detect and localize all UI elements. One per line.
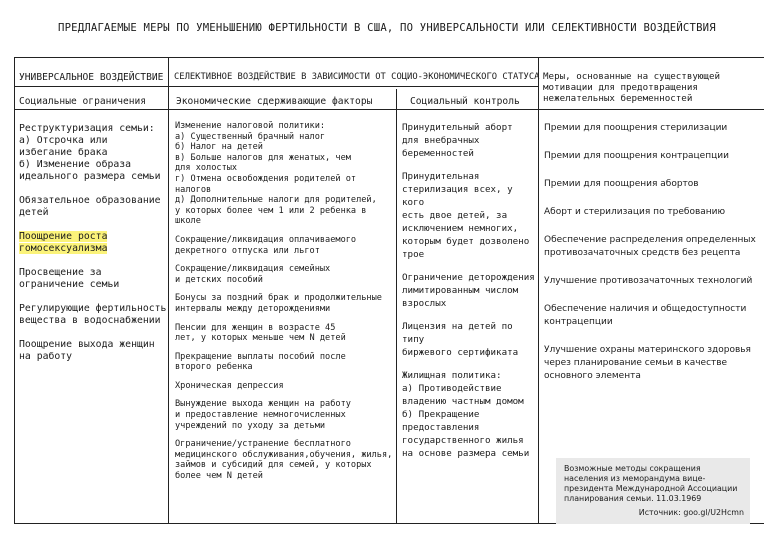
column-social (19, 123, 169, 375)
list-item: Улучшение охраны материнского здоровья через планирование семьи в качестве основного элемента (544, 345, 751, 381)
list-item: Сокращение/ликвидация семейных и детских пособий (175, 264, 331, 285)
list-item: Улучшение противозачаточных технологий (544, 276, 753, 286)
subheader-social: Социальные ограничения (19, 96, 147, 107)
subheader-control: Социальный контроль (410, 96, 520, 107)
header-existing: Меры, основанные на существующей мотивации для предотвращения нежелательных беременностей (543, 71, 721, 104)
list-item: Реструктуризация семьи: а) Отсрочка или избегание брака б) Изменение образа идеального размера семьи (19, 123, 161, 182)
list-item: Прекращение выплаты пособий после второго ребенка (175, 351, 346, 373)
header-divider (14, 86, 538, 87)
list-item: Сокращение/ликвидация оплачиваемого декретного отпуска или льгот (175, 234, 357, 256)
column-existing (544, 122, 756, 398)
list-item: Принудительная стерилизация всех, у кого есть двое детей, за исключением немногих, которым будет дозволено трое (402, 171, 530, 260)
list-item: Хроническая депрессия (175, 380, 284, 391)
list-item: Вынуждение выхода женщин на работу и предоставление немногочисленных учреждений по уходу за детьми (175, 399, 351, 431)
table-top-border (14, 57, 764, 58)
column-economic (175, 121, 393, 490)
list-item: Лицензия на детей по типу биржевого сертификата (402, 321, 519, 358)
list-item-highlighted (19, 231, 169, 255)
list-item: Жилищная политика: а) Противодействие владению частным домом б) Прекращение предоставления государственного жилья на основе размера семьи (402, 370, 530, 459)
list-item: Аборт и стерилизация по требованию (544, 207, 726, 217)
list-item: Поощрение выхода женщин на работу (19, 339, 155, 362)
list-item: Ограничение деторождения лимитированным числом взрослых (402, 272, 535, 309)
highlighted-text: Поощрение роста гомосексуализма (19, 231, 108, 254)
list-item: Пенсии для женщин в возрасте 45 лет, у которых меньше чем N детей (175, 322, 346, 344)
list-item: Обеспечение распределения определенных противозачаточных средств без рецепта (544, 235, 756, 258)
list-item: Регулирующие фертильность вещества в водоснабжении (19, 303, 167, 326)
table-left-border (14, 57, 15, 523)
list-item: Обязательное образование детей (19, 195, 161, 218)
column-control (402, 121, 536, 470)
list-item: Бонусы за поздний брак и продолжительные интервалы между деторождениями (175, 293, 382, 314)
list-item: Премии для поощрения стерилизации (544, 123, 728, 133)
list-item: Премии для поощрения контрацепции (544, 151, 729, 161)
list-item: Премии для поощрения абортов (544, 179, 699, 189)
list-item: Принудительный аборт для внебрачных беременностей (402, 122, 513, 159)
list-item: Просвещение за ограничение семьи (19, 267, 120, 290)
column-divider-2 (396, 89, 397, 523)
list-item: Обеспечение наличия и общедоступности контрацепции (544, 304, 747, 327)
document-title: ПРЕДЛАГАЕМЫЕ МЕРЫ ПО УМЕНЬШЕНИЮ ФЕРТИЛЬНОСТИ В США, ПО УНИВЕРСАЛЬНОСТИ ИЛИ СЕЛЕКТИВНОСТИ ВОЗДЕЙСТВИЯ (58, 22, 716, 34)
list-item: Ограничение/устранение бесплатного медицинского обслуживания,обучения, жилья, займов и субсидий для семей, у которых более чем N детей (175, 439, 393, 482)
source-note (556, 458, 750, 524)
header-universal: УНИВЕРСАЛЬНОЕ ВОЗДЕЙСТВИЕ (19, 72, 164, 83)
note-source: Источник: goo.gl/U2Hcmn (638, 508, 744, 517)
subheader-divider (14, 109, 764, 110)
header-selective: СЕЛЕКТИВНОЕ ВОЗДЕЙСТВИЕ В ЗАВИСИМОСТИ ОТ СОЦИО-ЭКОНОМИЧЕСКОГО СТАТУСА (174, 72, 540, 82)
note-text: Возможные методы сокращения населения из меморандума вице-президента Международной Ассоциации планирования семьи. 11.03.1969 (564, 464, 738, 503)
subheader-economic: Экономические сдерживающие факторы (176, 96, 373, 107)
list-item: Изменение налоговой политики: а) Существенный брачный налог б) Налог на детей в) Больше налогов для женатых, чем для холостых г) Отмена освобождения родителей от налогов д) Дополнительные налоги для родителей, у которых более чем 1 или 2 ребенка в школе (175, 121, 377, 227)
column-divider-3 (538, 57, 539, 523)
